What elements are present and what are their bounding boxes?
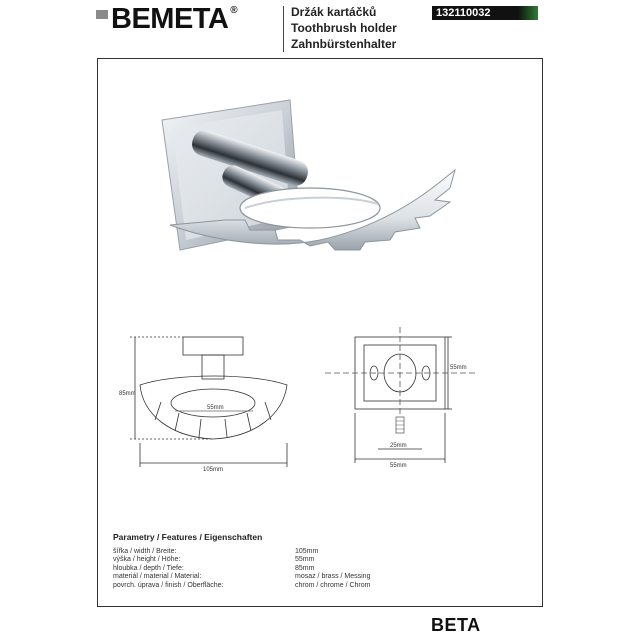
product-titles xyxy=(291,4,397,52)
wall-plate-outline xyxy=(183,337,243,355)
product-code: 132110032 xyxy=(432,6,538,20)
code-accent xyxy=(518,6,538,20)
front-view-drawing xyxy=(115,325,315,475)
param-value: 85mm xyxy=(295,564,315,572)
tray-opening xyxy=(171,389,255,417)
param-label: výška / height / Höhe: xyxy=(113,556,181,564)
product-photo xyxy=(150,90,470,270)
param-label: materiál / material / Material: xyxy=(113,573,202,581)
registered-mark: ® xyxy=(230,5,238,16)
width-label: 105mm xyxy=(203,467,224,473)
brand-logo xyxy=(96,4,238,34)
param-value: 55mm xyxy=(295,556,315,564)
side-width-label: 55mm xyxy=(390,463,407,469)
brand-name: BEMETA xyxy=(111,3,229,35)
title-de: Zahnbürstenhalter xyxy=(291,37,397,51)
title-en: Toothbrush holder xyxy=(291,21,397,35)
params-values xyxy=(295,548,370,590)
mount-spacing-label: 25mm xyxy=(390,443,407,449)
height-label: 85mm xyxy=(119,391,136,397)
param-value: mosaz / brass / Messing xyxy=(295,573,371,581)
param-label: povrch. úprava / finish / Oberfläche: xyxy=(113,581,224,589)
top-view-drawing xyxy=(320,325,480,475)
param-value: chrom / chrome / Chrom xyxy=(295,581,371,589)
params-title: Parametry / Features / Eigenschaften xyxy=(113,532,263,542)
inner-width-label: 55mm xyxy=(207,405,224,411)
param-label: šířka / width / Breite: xyxy=(113,548,177,555)
side-height-label: 55mm xyxy=(450,365,467,371)
header-divider xyxy=(283,6,284,52)
stem-outline xyxy=(202,355,224,379)
param-label: hloubka / depth / Tiefe: xyxy=(113,564,184,572)
title-cz: Držák kartáčků xyxy=(291,5,377,19)
params-labels xyxy=(113,548,224,590)
param-value: 105mm xyxy=(295,548,319,555)
logo-mark-icon xyxy=(96,10,108,19)
model-name: BETA xyxy=(431,615,481,635)
